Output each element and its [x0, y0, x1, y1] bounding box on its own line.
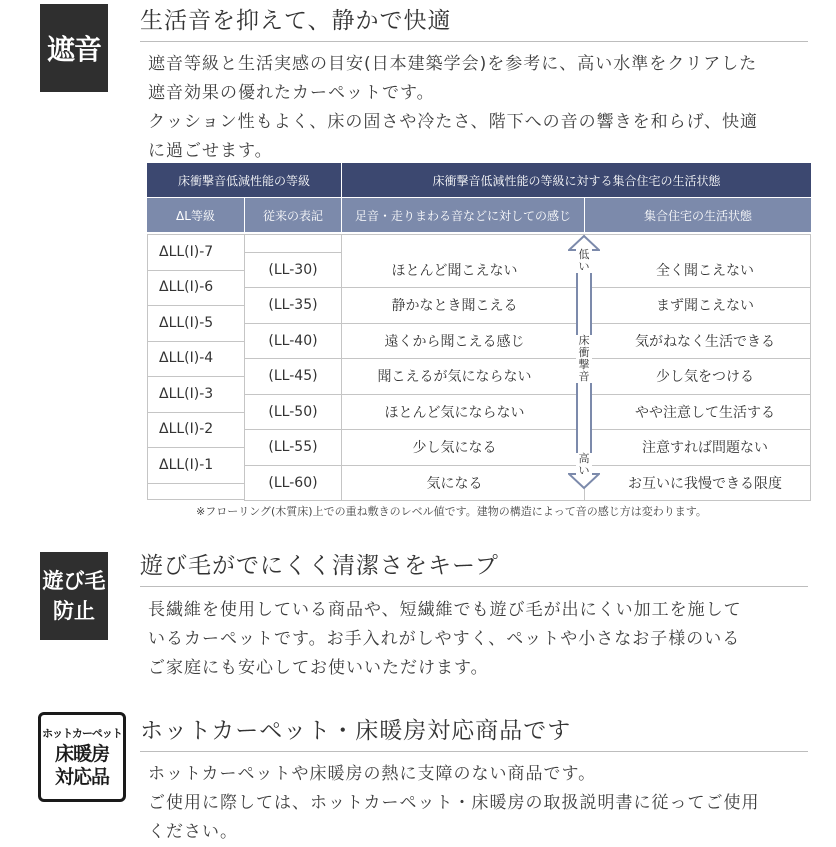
grid-line	[147, 305, 244, 306]
section-body-soundproof	[148, 50, 816, 166]
group-header-right: 床衝撃音低減性能の等級に対する集合住宅の生活状態	[342, 163, 811, 197]
grid-line	[147, 270, 244, 271]
grid-line	[244, 465, 811, 466]
arrow-label-floor-impact: 床衝撃音	[576, 335, 592, 383]
grid-line	[244, 287, 811, 288]
grade-cell: ΔLL(I)-3	[159, 385, 214, 402]
col-header-legacy: 従来の表記	[245, 198, 341, 232]
living-cell: やや注意して生活する	[635, 404, 775, 421]
section-title-floor-heating: ホットカーペット・床暖房対応商品です	[140, 712, 808, 752]
grid-line	[244, 429, 811, 430]
anti-lint-badge-line1: 遊び毛	[42, 569, 106, 593]
arrow-label-low: 低い	[576, 249, 592, 273]
anti-lint-badge-line2: 防止	[53, 599, 95, 623]
grid-line	[244, 323, 811, 324]
living-cell: 全く聞こえない	[656, 262, 754, 279]
legacy-cell: (LL-60)	[268, 474, 318, 491]
feeling-cell: 少し気になる	[412, 440, 497, 456]
grid-line	[810, 234, 811, 500]
grade-cell: ΔLL(I)-1	[159, 456, 214, 473]
soundproof-badge-label: 遮音	[46, 33, 101, 66]
paragraph-line: ホットカーペットや床暖房の熱に支障のない商品です。	[148, 764, 597, 784]
grade-cell: ΔLL(I)-5	[159, 314, 214, 331]
section-body-anti-lint	[148, 596, 816, 683]
living-cell: 気がねなく生活できる	[635, 333, 775, 350]
grid-line	[244, 252, 341, 253]
floor-heating-badge	[38, 712, 126, 802]
paragraph-line: いるカーペットです。お手入れがしやすく、ペットや小さなお子様のいる	[148, 629, 741, 649]
col-header-living: 集合住宅の生活状態	[585, 198, 811, 232]
anti-lint-badge	[40, 552, 108, 640]
paragraph-line: に過ごせます。	[148, 141, 273, 161]
grid-line	[244, 358, 811, 359]
grid-line	[244, 234, 245, 500]
floor-heating-badge-top: ホットカーペット	[42, 727, 122, 740]
grid-line	[147, 412, 244, 413]
section-title-soundproof: 生活音を抑えて、静かで快適	[140, 2, 808, 42]
living-cell: 少し気をつける	[656, 369, 754, 385]
feeling-cell: 聞こえるが気にならない	[377, 369, 532, 385]
paragraph-line: ご使用に際しては、ホットカーペット・床暖房の取扱説明書に従ってご使用	[148, 793, 760, 813]
grid-line	[147, 234, 244, 235]
grid-line	[244, 234, 811, 235]
living-cell: お互いに我慢できる限度	[628, 475, 782, 492]
grid-line	[147, 447, 244, 448]
feeling-cell: ほとんど聞こえない	[391, 262, 518, 279]
living-cell: まず聞こえない	[656, 298, 754, 314]
col-header-grade: ΔL等級	[147, 198, 244, 232]
legacy-cell: (LL-40)	[268, 332, 318, 349]
grade-cell: ΔLL(I)-6	[159, 279, 214, 296]
legacy-cell: (LL-35)	[268, 297, 318, 313]
grid-line	[147, 341, 244, 342]
grade-cell: ΔLL(I)-7	[159, 243, 214, 260]
sound-rating-table	[147, 163, 811, 496]
grid-line	[147, 483, 244, 484]
col-header-feeling: 足音・走りまわる音などに対しての感じ	[342, 198, 584, 232]
grid-line	[244, 500, 811, 501]
section-body-floor-heating	[148, 760, 816, 847]
floor-heating-badge-bot: 対応品	[54, 766, 109, 788]
grid-line	[147, 234, 148, 500]
living-cell: 注意すれば問題ない	[642, 440, 768, 456]
grade-cell: ΔLL(I)-2	[159, 421, 214, 438]
legacy-cell: (LL-50)	[268, 403, 318, 420]
section-title-anti-lint: 遊び毛がでにくく清潔さをキープ	[140, 547, 808, 587]
soundproof-badge	[40, 4, 108, 92]
grade-cell: ΔLL(I)-4	[159, 350, 214, 367]
feeling-cell: 気になる	[426, 475, 483, 492]
grid-line	[244, 394, 811, 395]
grid-line	[147, 376, 244, 377]
paragraph-line: 遮音等級と生活実感の目安(日本建築学会)を参考に、高い水準をクリアした	[148, 54, 758, 74]
paragraph-line: クッション性もよく、床の固さや冷たさ、階下への音の響きを和らげ、快適	[148, 112, 758, 132]
floor-heating-badge-mid: 床暖房	[54, 743, 109, 765]
paragraph-line: 長繊維を使用している商品や、短繊維でも遊び毛が出にくい加工を施して	[148, 600, 742, 620]
feeling-cell: 静かなとき聞こえる	[391, 298, 518, 314]
group-header-left: 床衝撃音低減性能の等級	[147, 163, 341, 197]
paragraph-line: ご家庭にも安心してお使いいただけます。	[148, 658, 489, 678]
legacy-cell: (LL-55)	[268, 439, 318, 455]
legacy-cell: (LL-45)	[268, 368, 318, 384]
legacy-cell: (LL-30)	[268, 261, 318, 278]
table-footnote: ※フローリング(木質床)上での重ね敷きのレベル値です。建物の構造によって音の感じ方は変わります。	[196, 505, 707, 518]
feeling-cell: ほとんど気にならない	[384, 404, 525, 421]
feeling-cell: 遠くから聞こえる感じ	[384, 333, 525, 350]
paragraph-line: 遮音効果の優れたカーペットです。	[148, 83, 435, 103]
arrow-label-high: 高い	[576, 453, 592, 477]
grid-line	[147, 499, 244, 500]
paragraph-line: ください。	[148, 822, 238, 842]
grid-line	[341, 234, 342, 500]
